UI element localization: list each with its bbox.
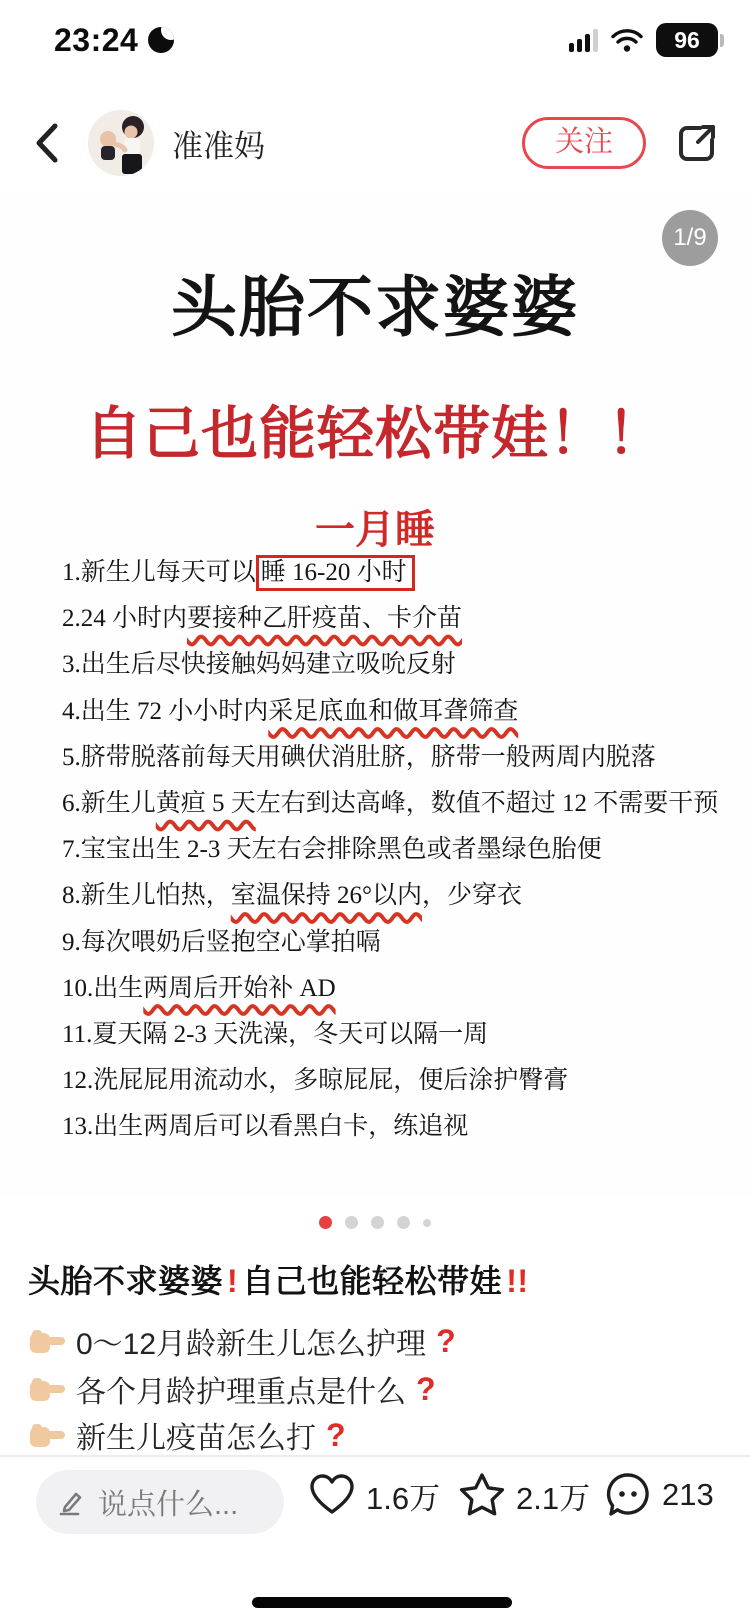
star-icon	[458, 1472, 506, 1518]
caption-text: 各个月龄护理重点是什么	[76, 1376, 406, 1409]
list-item: 5.脐带脱落前每天用碘伏消肚脐，脐带一般两周内脱落	[62, 743, 656, 771]
double-exclamation-icon: !!	[506, 1263, 529, 1299]
red-wavy-underline: 黄疸 5 天	[155, 789, 256, 817]
red-wavy-underline: 采足底血和做耳聋筛查	[268, 697, 519, 725]
photo-headline: 头胎不求婆婆	[171, 270, 579, 344]
wifi-icon	[610, 27, 644, 53]
comment-placeholder: 说点什么...	[98, 1488, 239, 1521]
pencil-icon	[56, 1487, 86, 1517]
exclamation-icon: !	[227, 1263, 239, 1299]
chevron-left-icon	[34, 121, 60, 165]
photo-headline-red: 自己也能轻松带娃！！	[85, 402, 665, 466]
carousel-dot	[423, 1219, 431, 1227]
list-item: 3.出生后尽快接触妈妈建立吸吮反射	[62, 651, 456, 679]
list-item: 10.出生两周后开始补 AD	[62, 974, 336, 1002]
point-right-icon	[28, 1327, 66, 1355]
comment-input[interactable]	[36, 1470, 284, 1534]
caption-line	[28, 1318, 726, 1364]
carousel-dot	[371, 1216, 384, 1229]
back-button[interactable]	[34, 120, 64, 166]
list-item: 9.每次喂奶后竖抱空心掌拍嗝	[62, 928, 381, 956]
list-item: 2.24 小时内要接种乙肝疫苗、卡介苗	[62, 605, 463, 633]
carousel-dot-active	[319, 1216, 332, 1229]
list-item: 6.新生儿黄疸 5 天左右到达高峰，数值不超过 12 不需要干预	[62, 789, 719, 817]
list-item: 7.宝宝出生 2-3 天左右会排除黑色或者墨绿色胎便	[62, 836, 602, 864]
clock: 23:24	[54, 21, 139, 58]
home-indicator[interactable]	[252, 1597, 512, 1608]
list-item: 8.新生儿怕热，室温保持 26°以内，少穿衣	[62, 882, 523, 910]
battery-percent: 96	[656, 23, 718, 57]
red-box-annotation: 睡 16-20 小时	[256, 555, 415, 591]
page-counter-badge: 1/9	[662, 210, 718, 266]
carousel-dot	[345, 1216, 358, 1229]
list-item: 12.洗屁屁用流动水，多晾屁屁，便后涂护臀膏	[62, 1067, 569, 1095]
carousel-pagination	[0, 1216, 750, 1229]
heart-icon	[308, 1472, 356, 1518]
like-count: 1.6万	[366, 1480, 441, 1516]
red-wavy-underline: 两周后开始补 AD	[143, 974, 336, 1002]
question-mark-icon: ?	[416, 1370, 436, 1407]
share-icon	[674, 120, 720, 166]
post-title: 头胎不求婆婆 ! 自己也能轻松带娃 !!	[28, 1256, 726, 1302]
avatar[interactable]	[88, 110, 154, 176]
collect-count: 2.1万	[516, 1480, 591, 1516]
avatar-photo	[88, 110, 154, 176]
share-button[interactable]	[674, 120, 720, 166]
comment-count: 213	[662, 1477, 714, 1512]
carousel-image[interactable]	[0, 192, 750, 1198]
carousel-dot	[397, 1216, 410, 1229]
chat-bubble-icon	[604, 1472, 652, 1518]
point-right-icon	[28, 1375, 66, 1403]
list-item: 13.出生两周后可以看黑白卡，练追视	[62, 1113, 469, 1141]
list-item: 4.出生 72 小小时内采足底血和做耳聋筛查	[62, 697, 519, 725]
point-right-icon	[28, 1421, 66, 1449]
username[interactable]: 准准妈	[172, 128, 265, 164]
red-wavy-underline: 室温保持 26°以内	[230, 882, 423, 910]
post-header	[0, 100, 750, 186]
collect-button[interactable]	[458, 1472, 590, 1518]
question-mark-icon: ?	[326, 1416, 346, 1453]
follow-button[interactable]: 关注	[522, 117, 646, 169]
comment-button[interactable]	[604, 1472, 714, 1518]
red-wavy-underline: 要接种乙肝疫苗、卡介苗	[187, 605, 463, 633]
caption-line	[28, 1412, 726, 1458]
status-bar	[0, 16, 750, 64]
cellular-signal-icon	[569, 28, 598, 52]
caption-text: 新生儿疫苗怎么打	[76, 1422, 316, 1455]
bottom-action-bar	[0, 1457, 750, 1622]
question-mark-icon: ?	[436, 1322, 456, 1359]
tips-list	[62, 550, 724, 1150]
photo-section-title: 一月睡	[315, 508, 435, 552]
list-item: 1.新生儿每天可以 睡 16-20 小时	[62, 550, 724, 596]
caption-text: 0～12月龄新生儿怎么护理	[76, 1328, 427, 1361]
like-button[interactable]	[308, 1472, 440, 1518]
do-not-disturb-moon-icon	[148, 27, 174, 53]
caption-line	[28, 1366, 726, 1412]
list-item: 11.夏天隔 2-3 天洗澡，冬天可以隔一周	[62, 1020, 489, 1048]
battery-icon	[656, 23, 724, 57]
